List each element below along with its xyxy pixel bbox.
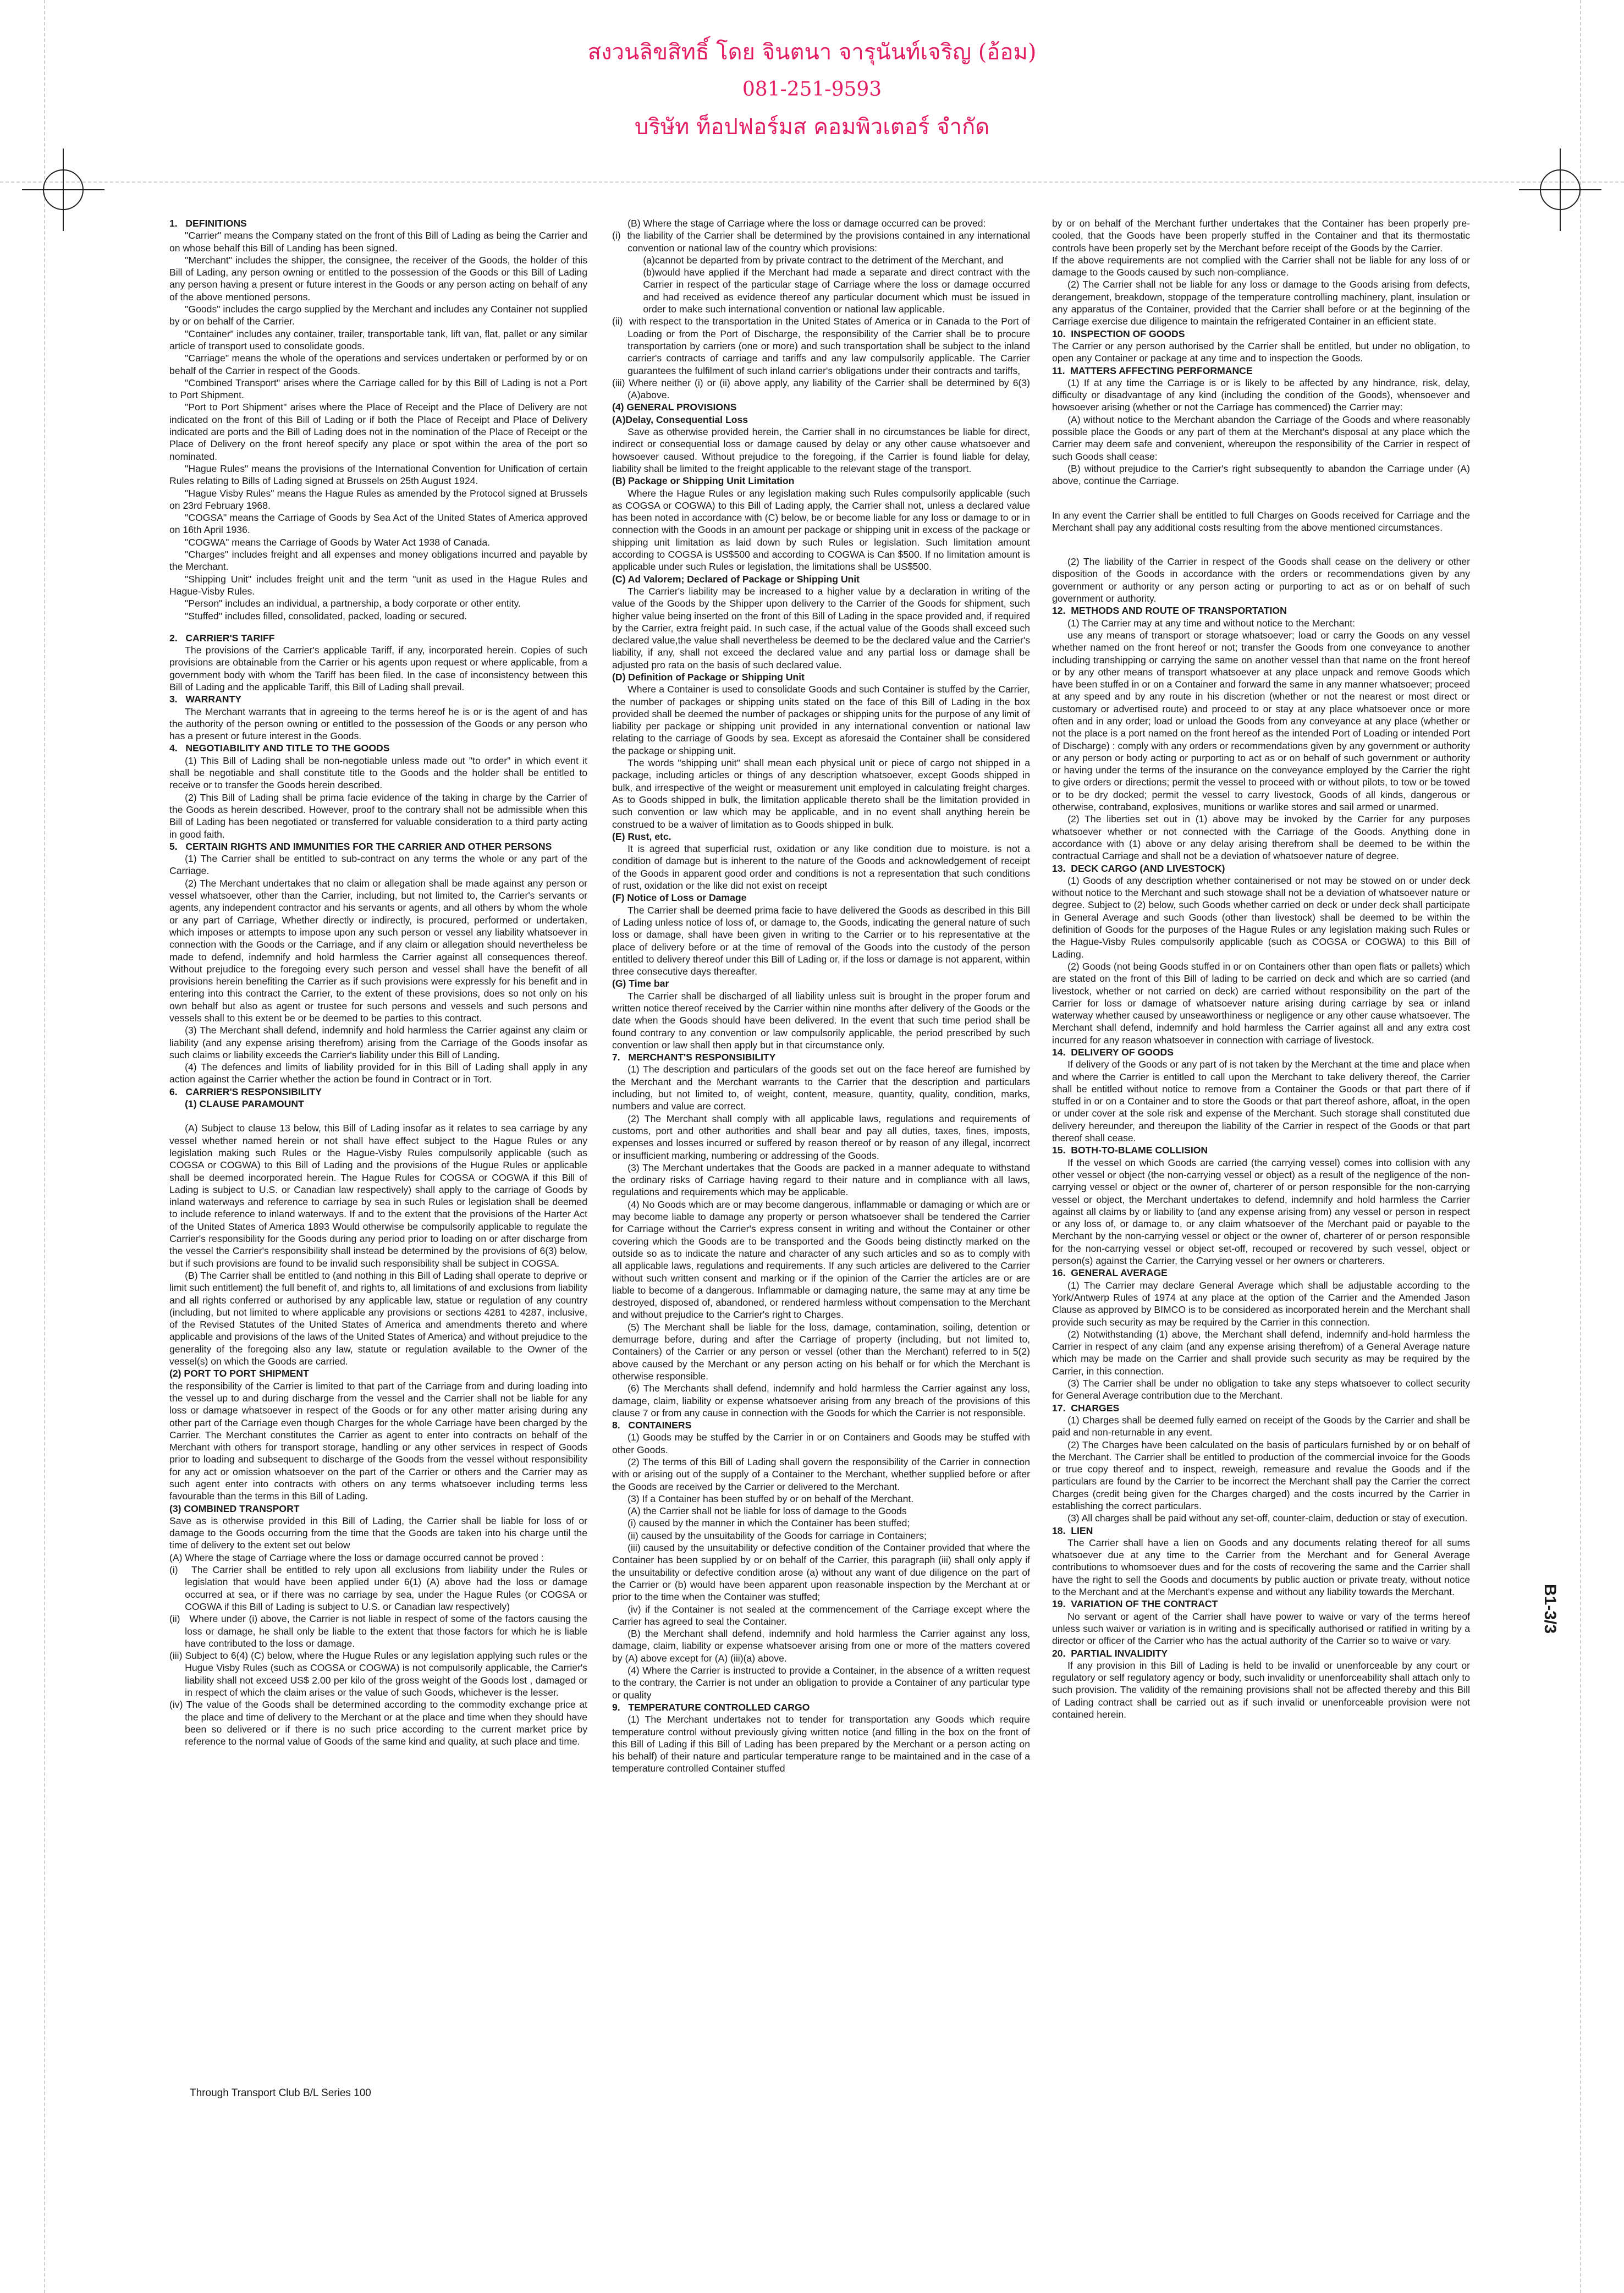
section-heading: 13. DECK CARGO (AND LIVESTOCK) xyxy=(1052,862,1225,874)
paragraph: (ii) with respect to the transportation in the United States of America or in Canada to the Port of Loading or from the Port of Discharge, the responsibility of the Carrier shall be to procure transportation by carriers (one or more) and such transportation shall be subject to the inland carrier's contracts of carriage and tariffs and any law compulsorily applicable. The Carrier guarantees the fulfilment of such inland carrier's obligations under their contracts and tariffs, xyxy=(612,316,1030,376)
paragraph: (2) The liability of the Carrier in respect of the Goods shall cease on the delivery or other disposition of the Goods in accordance with the orders or recommendations given by any government or authority or any person acting or purporting to act as or on behalf of such government or authority. xyxy=(1052,556,1470,604)
paragraph: (A) Subject to clause 13 below, this Bill of Lading insofar as it relates to sea carriage by any vessel whether named herein or not shall have effect subject to the Hague Rules or any legislation making such Rules or the Hague-Visby Rules compulsorily applicable (such as COGSA or COGWA) to this Bill of Lading and the provisions of the Hugue Rules or applicable shall be deemed incorporated herein. The Hague Rules for COGSA or COGWA if this Bill of Lading is subject to U.S. or Canadian law respectively) shall apply to the carriage of Goods by inland waterways and reference to carriage by sea in such Rules or legislation shall be deemed to include reference to inland waterways. If and to the extent that the provisions of the Harter Act of the United States of America 1893 Would otherwise be compulsorily applicable to regulate the Carrier's responsibility for the Goods during any period prior to loading on or after discharge from the vessel the Carrier's responsibility shall instead be determined by the provisions of 6(3) below, but if such provisions are found to be invalid such responsibility shall be subject in COGSA. xyxy=(169,1123,587,1269)
paragraph: (ii) caused by the unsuitability of the Goods for carriage in Containers; xyxy=(627,1530,927,1541)
paragraph: "Goods" includes the cargo supplied by the Merchant and includes any Container not supplied by or on behalf of the Carrier. xyxy=(169,304,587,327)
paragraph: (2) Goods (not being Goods stuffed in or on Containers other than open flats or pallets) which are stated on the front of this Bill of lading to be carried on deck and which are so carried (and livestock, whether or not carried on deck) are carried without responsibility on the part of the Carrier for loss or damage of whatsoever nature arising during carriage by sea or inland waterway whether caused by unseaworthiness or negligence or any other cause whatsoever. The Merchant shall defend, indemnify and hold harmless the Carrier against all and any extra cost incurred for any reason whatsoever in connection with carriage of livestock. xyxy=(1052,960,1470,1046)
paragraph: (A) the Carrier shall not be liable for loss of damage to the Goods xyxy=(627,1505,907,1517)
paragraph: "COGSA" means the Carriage of Goods by Sea Act of the United States of America approved on 16th April 1936. xyxy=(169,512,587,536)
section-heading: 9. TEMPERATURE CONTROLLED CARGO xyxy=(612,1701,810,1713)
paragraph: If any provision in this Bill of Lading is held to be invalid or unenforceable by any court or regulatory or self regulatory agency or body, such invalidity or unenforceability shall attach only to such provision. The validity of the remaining provisions shall not be affected thereby and this Bill of Lading contract shall be carried out as if such invalid or unenforceable provision were not contained herein. xyxy=(1052,1659,1470,1720)
paragraph: "Shipping Unit" includes freight unit and the term "unit as used in the Hague Rules and Hague-Visby Rules. xyxy=(169,573,587,597)
section-heading: 12. METHODS AND ROUTE OF TRANSPORTATION xyxy=(1052,605,1287,617)
sub-heading: (B) Package or Shipping Unit Limitation xyxy=(612,475,795,487)
paragraph: "Stuffed" includes filled, consolidated, packed, loading or secured. xyxy=(185,610,467,622)
sub-heading: (E) Rust, etc. xyxy=(612,831,671,842)
paragraph: The Carrier or any person authorised by the Carrier shall be entitled, but under no obligation, to open any Container or package at any time and to inspection the Goods. xyxy=(1052,340,1470,364)
paragraph: "Carrier" means the Company stated on the front of this Bill of Lading as being the Carrier and on whose behalf this Bill of Landing has been signed. xyxy=(169,230,587,254)
paragraph: (1) The Carrier shall be entitled to sub-contract on any terms the whole or any part of the Carriage. xyxy=(169,853,587,877)
paragraph: The Carrier's liability may be increased to a higher value by a declaration in writing of the value of the Goods by the Shipper upon delivery to the Carrier of the Goods for shipment, such higher value being inserted on the front of this Bill of Lading in the space provided and, if required by the Carrier, extra freight paid. In such case, if the actual value of the Goods shall exceed such declared value,the value shall nevertheless be deemed to be the declared value and the Carrier's liability, if any, shall not exceed the declared value and any partial loss or damage shall be adjusted pro rata on the basis of such declared value. xyxy=(612,585,1030,670)
section-heading: 5. CERTAIN RIGHTS AND IMMUNITIES FOR THE CARRIER AND OTHER PERSONS xyxy=(169,840,552,852)
spacer xyxy=(1052,487,1470,509)
paragraph: (b)would have applied if the Merchant had made a separate and direct contract with the Carrier in respect of the particular stage of Carriage where the loss or damage occurred and had received as evidence thereof any particular document which must be issued in order to make such international convention or national law applicable. xyxy=(643,267,1030,315)
section-heading: 3. WARRANTY xyxy=(169,694,241,705)
paragraph: "Charges" includes freight and all expenses and money obligations incurred and payable by the Merchant. xyxy=(169,549,587,573)
paragraph: (2) The terms of this Bill of Lading shall govern the responsibility of the Carrier in connection with or arising out of the supply of a Container to the Merchant, whether supplied before or after the Goods are received by the Carrier or delivered to the Merchant. xyxy=(612,1456,1030,1492)
paragraph: (4) The defences and limits of liability provided for in this Bill of Lading shall apply in any action against the Carrier whether the action be found in Contract or in Tort. xyxy=(169,1062,587,1085)
paragraph: (1) The Carrier may at any time and without notice to the Merchant: xyxy=(1067,617,1355,629)
paragraph: (iv) if the Container is not sealed at the commencement of the Carriage except where the Carrier has agreed to seal the Container. xyxy=(612,1603,1030,1627)
bill-of-lading-terms xyxy=(169,217,1470,2082)
company-name: บริษัท ท็อปฟอร์มส คอมพิวเตอร์ จำกัด xyxy=(634,114,990,140)
sub-heading: (2) PORT TO PORT SHIPMENT xyxy=(169,1368,309,1379)
paragraph: "Carriage" means the whole of the operations and services undertaken or performed by or on behalf of the Carrier in respect of the Goods. xyxy=(169,353,587,376)
paragraph: (3) The Merchant shall defend, indemnify and hold harmless the Carrier against any claim or liability (and any expense arising therefrom) arising from the Carriage of the Goods insofar as such claims or liability exceeds the Carrier's liability under this Bill of Landing. xyxy=(169,1025,587,1060)
sub-heading: (3) COMBINED TRANSPORT xyxy=(169,1503,300,1514)
paragraph: "Port to Port Shipment" arises where the Place of Receipt and the Place of Delivery are not indicated on the front of this Bill of Lading or if both the Place of Receipt and Place of Delivery indicated are ports and the Bill of Lading does not in the nomination of the Place of Receipt or the Place of Delivery on the front hereof specify any place or spot within the area of the port so nominated. xyxy=(169,402,587,462)
section-heading: 15. BOTH-TO-BLAME COLLISION xyxy=(1052,1145,1208,1156)
paragraph: (2) The liberties set out in (1) above may be invoked by the Carrier for any purposes whatsoever whether or not connected with the Carriage of the Goods. Anything done in accordance with (1) above or any delay arising therefrom shall be deemed to be within the contractual Carriage and shall not be a deviation of whatsoever nature of degree. xyxy=(1052,813,1470,862)
paragraph: (iii) Where neither (i) or (ii) above apply, any liability of the Carrier shall be determined by 6(3)(A)above. xyxy=(612,377,1030,401)
paragraph: The Carrier shall have a lien on Goods and any documents relating thereof for all sums whatsoever due at any time to the Carrier from the Merchant and for General Average contributions to whomsoever dues and for the costs of recovering the same and the Carrier shall have the right to sell the Goods and documents by public auction or private treaty, without notice to the Merchant and at the Merchant's expense and without any liability towards the Merchant. xyxy=(1052,1537,1470,1598)
paragraph: (3) The Merchant undertakes that the Goods are packed in a manner adequate to withstand the ordinary risks of Carriage having regard to their nature and in compliance with all laws, regulations and requirements which may be applicable. xyxy=(612,1162,1030,1198)
paragraph: The provisions of the Carrier's applicable Tariff, if any, incorporated herein. Copies of such provisions are obtainable from the Carrier or his agents upon request or where applicable, from a government body with whom the Tariff has been filed. In the case of inconsistency between this Bill of Lading and the applicable Tariff, this Bill of Lading shall prevail. xyxy=(169,645,587,692)
paragraph: It is agreed that superficial rust, oxidation or any like condition due to moisture. is not a condition of damage but is inherent to the nature of the Goods and acknowledgement of receipt of the Goods in apparent good order and conditions is not a representation that such conditions of rust, oxidation or the like did not exist on receipt xyxy=(612,843,1030,892)
section-heading: 16. GENERAL AVERAGE xyxy=(1052,1267,1168,1279)
paragraph: "Hague Visby Rules" means the Hague Rules as amended by the Protocol signed at Brussels on 23rd February 1968. xyxy=(169,487,587,511)
terms-column-2 xyxy=(612,217,1030,2082)
paragraph: "Hague Rules" means the provisions of the International Convention for Unification of certain Rules relating to Bills of Lading signed at Brussels on 25th August 1924. xyxy=(169,463,587,487)
paragraph: (1) The description and particulars of the goods set out on the face hereof are furnished by the Merchant and the Merchant warrants to the Carrier that the description and particulars including, but not limited to, of weight, content, measure, quantity, quality, condition, marks, numbers and value are correct. xyxy=(612,1064,1030,1112)
paragraph: (2) Notwithstanding (1) above, the Merchant shall defend, indemnify and-hold harmless the Carrier in respect of any claim (and any expense arising therefrom) of a General Average nature which may be made on the Carrier and shall provide such security as may be required by the Carrier, in this connection. xyxy=(1052,1328,1470,1377)
paragraph: (2) The Merchant shall comply with all applicable laws, regulations and requirements of customs, port and other authorities and shall bear and pay all duties, taxes, fines, imposts, expenses and losses incurred or suffered by reason thereof or by reason of any illegal, incorrect or insufficient marking, numbering or addressing of the Goods. xyxy=(612,1113,1030,1161)
sub-heading: (1) CLAUSE PARAMOUNT xyxy=(185,1098,304,1110)
paragraph: Save as otherwise provided herein, the Carrier shall in no circumstances be liable for direct, indirect or consequential loss or damage caused by delay or any other cause whatsoever and howsoever caused. Without prejudice to the foregoing, if the Carrier is found liable for delay, liability shall be limited to the freight applicable to the relevant stage of the transport. xyxy=(612,426,1030,474)
crop-mark-icon xyxy=(22,149,104,231)
paragraph: If delivery of the Goods or any part of is not taken by the Merchant at the time and place when and where the Carrier is entitled to call upon the Merchant to take delivery thereof, the Carrier shall be entitled without notice to remove from a Container the Goods or that part there of if stuffed in or on a Container and to store the Goods or that part thereof ashore, afloat, in the open or under cover at the sole risk and expense of the Merchant. Such storage shall constituted due delivery hereunder, and thereupon the liability of the Carrier in respect of the Goods or that part thereof shall cease. xyxy=(1052,1059,1470,1144)
crop-mark-icon xyxy=(1519,149,1601,231)
paragraph: The words "shipping unit" shall mean each physical unit or piece of cargo not shipped in a package, including articles or things of any description whatsoever, except Goods shipped in bulk, and irrespective of the weight or measurement unit employed in calculating freight charges. As to Goods shipped in bulk, the limitation applicable thereto shall be the limitation provided in such convention or law which may be applicable, and in no event shall anything herein be construed to be a waiver of limitation as to Goods shipped in bulk. xyxy=(612,757,1030,830)
paragraph: (3) The Carrier shall be under no obligation to take any steps whatsoever to collect security for General Average contribution due to the Merchant. xyxy=(1052,1378,1470,1401)
paragraph: (1) Goods of any description whether containerised or not may be stowed on or under deck without notice to the Merchant and such stowage shall not be a deviation of whatsoever nature or degree. Subject to (2) below, such Goods whether carried on deck or under deck shall participate in General Average and such Goods (other than livestock) shall be deemed to be within the definition of Goods for the purposes of the Hague Rules or any legislation making such Rules or the Hague-Visby Rules compulsorily applicable (such as COGSA or COGWA) to this Bill of Lading. xyxy=(1052,875,1470,960)
paragraph: use any means of transport or storage whatsoever; load or carry the Goods on any vessel whether named on the front hereof or not; transfer the Goods from one conveyance to another including transhipping or carrying the same on another vessel than that name on the front hereof or by any other means of transport whatsoever at any place unpack and remove Goods which have been stuffed in or on a Container and forward the same in any manner whatsoever; proceed at any speed and by any route in his discretion (whether or not the nearest or most direct or customary or advertised route) and proceed to or stay at any place whatsoever once or more often and in any order; load or unload the Goods from any conveyance at any place (whether or not the place is a port named on the front hereof as the intended Port of Loading or intended Port of Discharge) : comply with any orders or recommendations given by any government or authority or any person or body acting or purporting to act as or on behalf of such government or authority or having under the terms of the insurance on the conveyance employed by the Carrier the right to give orders or directions; permit the vessel to proceed with or without pilots, to tow or be towed or to be dry docked; permit the vessel to carry livestock, Goods of all kinds, dangerous or otherwise, contraband, explosives, munitions or warlike stores and sail armed or unarmed. xyxy=(1052,629,1470,813)
page-code: B1-3/3 xyxy=(1541,1584,1559,1634)
section-heading: 10. INSPECTION OF GOODS xyxy=(1052,328,1185,339)
section-heading: 19. VARIATION OF THE CONTRACT xyxy=(1052,1598,1218,1610)
paragraph: (ii) Where under (i) above, the Carrier is not liable in respect of some of the factors causing the loss or damage, he shall only be liable to the extent that those factors for which he is liable have contributed to the loss or damage. xyxy=(169,1613,587,1649)
paragraph: If the above requirements are not complied with the Carrier shall not be liable for any loss of or damage to the Goods caused by such non-compliance. xyxy=(1052,254,1470,278)
paragraph: The Merchant warrants that in agreeing to the terms hereof he is or is the agent of and has the authority of the person owning or entitled to the possession of the Goods or any person who has a present or future interest in the Goods. xyxy=(169,706,587,742)
paragraph: "Person" includes an individual, a partnership, a body corporate or other entity. xyxy=(185,598,521,609)
paragraph: The Carrier shall be deemed prima facie to have delivered the Goods as described in this Bill of Lading unless notice of loss of, or damage to, the Goods, indicating the general nature of such loss or damage, shall have been given in writing to the Carrier or to his representative at the place of delivery before or at the time of removal of the Goods into the custody of the person entitled to delivery thereof under this Bill of Lading or, if the loss or damage is not apparent, within three consecutive days thereafter. xyxy=(612,904,1030,977)
guide-line xyxy=(0,182,1624,183)
paragraph: (1) The Carrier may declare General Average which shall be adjustable according to the York/Antwerp Rules of 1974 at any place at the option of the Carrier and the Amended Jason Clause as approved by BIMCO is to be considered as incorporated herein and the Merchant shall provide such security as may be required by the Carrier in this connection. xyxy=(1052,1279,1470,1328)
contact-phone: 081-251-9593 xyxy=(742,78,882,101)
series-footer: Through Transport Club B/L Series 100 xyxy=(190,2087,371,2099)
paragraph: Where the Hague Rules or any legislation making such Rules compulsorily applicable (such as COGSA or COGWA) to this Bill of Lading apply, the Carrier shall not, unless a declared value has been noted in accordance with (C) below, be or become liable for any loss or damage to or in connection with the Goods in an amount per package or shipping unit in excess of the package or shipping unit limitation as laid down by such Rules or legislation. Such limitation amount according to COGSA is US$500 and according to COGWA is Can $500. If no limitation amount is applicable under such Rules or legislation, the limitations shall be US$500. xyxy=(612,487,1030,573)
paragraph: (1) This Bill of Lading shall be non-negotiable unless made out "to order" in which event it shall be negotiable and shall constitute title to the Goods and the holder shall be entitled to receive or to transfer the Goods herein described. xyxy=(169,755,587,791)
section-heading: 14. DELIVERY OF GOODS xyxy=(1052,1047,1174,1058)
sub-heading: (F) Notice of Loss or Damage xyxy=(612,892,747,904)
paragraph: the responsibility of the Carrier is limited to that part of the Carriage from and during loading into the vessel up to and during discharge from the vessel and the Carrier shall not be liable for any loss or damage whatsoever in respect of the Goods or for any other matter arising during any other part of the Carriage even though Charges for the whole Carriage have been charged by the Carrier. The Merchant constitutes the Carrier as agent to enter into contracts on behalf of the Merchant with others for transport storage, handling or any other services in respect of Goods prior to loading and subsequent to discharge of the Goods from the vessel without responsibility for any act or omission whatsoever on the part of the Carrier or others and the Carrier may as such agent enter into contracts with others on any terms whatsoever including terms less favourable than the terms in this Bill of Lading. xyxy=(169,1380,587,1502)
sub-heading: (A)Delay, Consequential Loss xyxy=(612,414,748,425)
paragraph: (i) the liability of the Carrier shall be determined by the provisions contained in any international convention or national law of the country which provisions: xyxy=(612,230,1030,254)
paragraph: (i) The Carrier shall be entitled to rely upon all exclusions from liability under the Rules or legislation that would have been applied under 6(1) (A) above had the loss or damage occurred at sea, or if there was no carriage by sea, under the Hague Rules (or COGSA or COGWA if this Bill of Lading is subject to U.S. or Canadian law respectively) xyxy=(169,1564,587,1612)
section-heading: 4. NEGOTIABILITY AND TITLE TO THE GOODS xyxy=(169,743,390,754)
sub-heading: (D) Definition of Package or Shipping Unit xyxy=(612,671,805,683)
paragraph: (2) This Bill of Lading shall be prima facie evidence of the taking in charge by the Carrier of the Goods as herein described. However, proof to the contrary shall not be admissible when this Bill of Lading has been negotiated or transferred for valuable consideration to a third party acting in good faith. xyxy=(169,791,587,840)
paragraph: (4) Where the Carrier is instructed to provide a Container, in the absence of a written request to the contrary, the Carrier is not under an obligation to provide a Container of any particular type or quality xyxy=(612,1665,1030,1701)
paragraph: "COGWA" means the Carriage of Goods by Water Act 1938 of Canada. xyxy=(185,536,491,548)
paragraph: (3) If a Container has been stuffed by or on behalf of the Merchant. xyxy=(627,1493,914,1504)
paragraph: (i) caused by the manner in which the Container has been stuffed; xyxy=(627,1517,910,1529)
paragraph: In any event the Carrier shall be entitled to full Charges on Goods received for Carriage and the Merchant shall pay any additional costs resulting from the above mentioned circumstances. xyxy=(1052,509,1470,533)
guide-line xyxy=(44,0,45,2293)
paragraph: (iii) caused by the unsuitability or defective condition of the Container provided that where the Container has been supplied by or on behalf of the Carrier, this paragraph (iii) shall only apply if the unsuitability or defective condition arose (a) without any want of due diligence on the part of the Carrier or (b) would have been apparent upon reasonable inspection by the Merchant at or prior to the time when the Container was stuffed; xyxy=(612,1542,1030,1603)
section-heading: 20. PARTIAL INVALIDITY xyxy=(1052,1647,1168,1659)
paragraph: (4) No Goods which are or may become dangerous, inflammable or damaging or which are or may become liable to damage any property or person whatsoever shall be tendered the Carrier for Carriage without the Carrier's express consent in writing and without the Container or other covering which the Goods are to be transported and the Goods being distinctly marked on the outside so as to indicate the nature and character of any such articles and so as to comply with all applicable laws, regulations and requirements. If any such articles are delivered to the Carrier without such written consent and marking or if the opinion of the Carrier the articles are or are liable to become of a dangerous. Inflammable or damaging nature, the same may at any time be destroyed, disposed of, abandoned, or rendered harmless without compensation to the Merchant and without prejudice to the Carrier's right to Charges. xyxy=(612,1198,1030,1321)
paragraph: (1) The Merchant undertakes not to tender for transportation any Goods which require temperature control without previously giving written notice (and filling in the box on the front of this Bill of Lading if this Bill of Lading has been prepared by the Merchant or a person acting on his behalf) of their nature and particular temperature range to be maintained and in the case of a temperature controlled Container stuffed xyxy=(612,1714,1030,1774)
paragraph: (5) The Merchant shall be liable for the loss, damage, contamination, soiling, detention or demurrage before, during and after the Carriage of property (including, but not limited to, Containers) of the Carrier or any person or vessel (other than the Merchant) referred to in 5(2) above caused by the Merchant or any person acting on his behalf or for which the Merchant is otherwise responsible. xyxy=(612,1321,1030,1382)
section-heading: 6. CARRIER'S RESPONSIBILITY xyxy=(169,1086,322,1097)
paragraph: (2) The Carrier shall not be liable for any loss or damage to the Goods arising from defects, derangement, breakdown, stoppage of the temperature controlling machinery, plant, insulation or any apparatus of the Container, provided that the Carrier shall before or at the beginning of the Carriage exercise due diligence to maintain the refrigerated Container in an efficient state. xyxy=(1052,279,1470,327)
paragraph: (1) Goods may be stuffed by the Carrier in or on Containers and Goods may be stuffed with other Goods. xyxy=(612,1432,1030,1455)
section-heading: 11. MATTERS AFFECTING PERFORMANCE xyxy=(1052,365,1253,376)
paragraph: No servant or agent of the Carrier shall have power to waive or vary of the terms hereof unless such waiver or variation is in writing and is specifically authorised or ratified in writing by a director or officer of the Carrier who has the actual authority of the Carrier so to waive or vary. xyxy=(1052,1610,1470,1647)
copyright-owner: สงวนลิขสิทธิ์ โดย จินตนา จารุนันท์เจริญ (อ้อม) xyxy=(587,40,1037,65)
paragraph: (1) Charges shall be deemed fully earned on receipt of the Goods by the Carrier and shall be paid and non-returnable in any event. xyxy=(1052,1414,1470,1438)
paragraph: Where a Container is used to consolidate Goods and such Container is stuffed by the Carrier, the number of packages or shipping units stated on the face of this Bill of Lading in the box provided shall be deemed the number of packages or shipping units for the purpose of any limit of liability per package or shipping unit provided in any international convention or national law relating to the carriage of Goods by sea. Except as aforesaid the Container shall be considered the package or shipping unit. xyxy=(612,684,1030,756)
spacer xyxy=(1052,534,1470,556)
paragraph: (6) The Merchants shall defend, indemnify and hold harmless the Carrier against any loss, damage, claim, liability or expense whatsoever arising from any breach of the provisions of this clause 7 or from any cause in connection with the Goods for which the Carrier is not responsible. xyxy=(612,1383,1030,1418)
sub-heading: (G) Time bar xyxy=(612,978,669,989)
copyright-header xyxy=(0,33,1624,146)
paragraph: (2) The Charges have been calculated on the basis of particulars furnished by or on behalf of the Merchant. The Carrier shall be entitled to production of the commercial invoice for the Goods or true copy thereof and to inspect, reweigh, remeasure and revalue the Goods and if the particulars are found by the Carrier to be incorrect the Merchant shall pay the Carrier the correct Charges (credit being given for the Charges charged) and the costs incurred by the Carrier in establishing the correct particulars. xyxy=(1052,1439,1470,1511)
paragraph: "Container" includes any container, trailer, transportable tank, lift van, flat, pallet or any similar article of transport used to consolidate goods. xyxy=(169,328,587,351)
section-heading: 18. LIEN xyxy=(1052,1525,1093,1536)
sub-heading: (C) Ad Valorem; Declared of Package or Shipping Unit xyxy=(612,573,860,585)
paragraph: (2) The Merchant undertakes that no claim or allegation shall be made against any person or vessel whatsoever, other than the Carrier, including, but not limited to, the Carrier's servants or agents, any independent contractor and his servants or agents, and all others by whom the whole or any part of Carriage, Whether directly or indirectly, is procured, performed or undertaken, which imposes or attempts to impose upon any such person or vessel any liability whatsoever in connection with the Goods or the Carriage, and if any claim or allegation should nevertheless be made to defend, indemnify and hold harmless the Carrier against all consequences thereof. Without prejudice to the foregoing every such person and vessel shall have the benefit of all provisions herein benefiting the Carrier as if such provisions were expressly for his benefit and in entering into this contract the Carrier, to the extent of these provisions, does so not only on his own behalf but also as agent or trustee for such persons and vessels and such persons and vessels shall to this extent be or be deemed to be parties to this contract. xyxy=(169,877,587,1024)
paragraph: The Carrier shall be discharged of all liability unless suit is brought in the proper forum and written notice thereof received by the Carrier within nine months after delivery of the Goods or the date when the Goods should have been delivered. In the event that such time period shall be found contrary to any convention or law compulsorily applicable, the period prescribed by such convention or law shall then apply but in that circumstance only. xyxy=(612,990,1030,1051)
paragraph: by or on behalf of the Merchant further undertakes that the Container has been properly pre-cooled, that the Goods have been properly stuffed in the Container and that its thermostatic controls have been properly set by the Merchant before receipt of the Goods by the Carrier. xyxy=(1052,218,1470,254)
terms-column-1 xyxy=(169,217,587,2082)
sub-heading: (4) GENERAL PROVISIONS xyxy=(612,402,737,413)
paragraph: "Merchant" includes the shipper, the consignee, the receiver of the Goods, the holder of this Bill of Lading, any person owning or entitled to the possession of the Goods or this Bill of Lading any person having a present or future interest in the Goods or any person acting on behalf of any of the above mentioned persons. xyxy=(169,254,587,303)
paragraph: "Combined Transport" arises where the Carriage called for by this Bill of Lading is not a Port to Port Shipment. xyxy=(169,377,587,401)
guide-line xyxy=(1580,0,1581,2293)
spacer xyxy=(169,1110,587,1122)
paragraph: (1) If at any time the Carriage is or is likely to be affected by any hindrance, risk, delay, difficulty or disadvantage of any kind (including the condition of the Goods), whensoever and howsoever arising (whether or not the Carriage has commenced) the Carrier may: xyxy=(1052,377,1470,413)
paragraph: (a)cannot be departed from by private contract to the detriment of the Merchant, and xyxy=(643,254,1004,266)
section-heading: 17. CHARGES xyxy=(1052,1402,1120,1414)
terms-column-3 xyxy=(1052,217,1470,2082)
paragraph: If the vessel on which Goods are carried (the carrying vessel) comes into collision with any other vessel or object (the non-carrying vessel or object) as a result of the negligence of the non-carrying vessel or object or the owner of, charterer of or person responsible for the non-carrying vessel or object, the Merchant undertakes to defend, indemnify and hold harmless the Carrier against all claims by or liability to (and any expense arising from) any vessel or person in respect or any loss of, or damage to, or any claim whatsoever of the Merchant paid or payable to the Merchant by the non-carrying vessel or object or the owner of, charterer of or person responsible for the non-carrying vessel or object set-off, recouped or recovered by such vessel, object or person(s) against the Carrier, the Carrying vessel or her owners or charterers. xyxy=(1052,1157,1470,1267)
paragraph: (B) The Carrier shall be entitled to (and nothing in this Bill of Lading shall operate to deprive or limit such entitlement) the full benefit of, and rights to, all limitations of and exclusions from liability and all rights conferred or authorised by any applicable law, statue or regulation of any country (including, but not limited to where applicable any provisions or sections 4281 to 4287, inclusive, of the Revised Statutes of the United States of America and amendments thereto and where applicable and provisions of the laws of the United States of America) and without prejudice to the generality of the foregoing also any law, statute or regulation available to the Owner of the vessel(s) on which the Goods are carried. xyxy=(169,1269,587,1367)
section-heading: 1. DEFINITIONS xyxy=(169,218,247,229)
paragraph: (iv) The value of the Goods shall be determined according to the commodity exchange price at the place and time of delivery to the Merchant or at the place and time when they should have been so delivered or if there is no such price according to the current market price by reference to the normal value of Goods of the same kind and quality, at such place and time. xyxy=(169,1699,587,1747)
paragraph: (A) without notice to the Merchant abandon the Carriage of the Goods and where reasonably possible place the Goods or any part of them at the Merchant's disposal at any place which the Carrier may deem safe and convenient, whereupon the responsibility of the Carrier in respect of such Goods shall cease: xyxy=(1052,414,1470,462)
section-heading: 7. MERCHANT'S RESPONSIBILITY xyxy=(612,1052,776,1063)
paragraph: (B) without prejudice to the Carrier's right subsequently to abandon the Carriage under (A) above, continue the Carriage. xyxy=(1052,463,1470,487)
paragraph: (iii) Subject to 6(4) (C) below, where the Hugue Rules or any legislation applying such rules or the Hugue Visby Rules (such as COGSA or COGWA) is not compulsorily applicable, the Carrier's liability shall not exceed US$ 2.00 per kilo of the gross weight of the Goods lost , damaged or in respect of which the claim arises or the value of such Goods, whichever is the lesser. xyxy=(169,1650,587,1698)
paragraph: (B) the Merchant shall defend, indemnify and hold harmless the Carrier against any loss, damage, claim, liability or expense whatsoever arising from one or more of the matters covered by (A) above except for (A) (iii)(a) above. xyxy=(612,1628,1030,1664)
paragraph: (B) Where the stage of Carriage where the loss or damage occurred can be proved: xyxy=(627,218,986,229)
section-heading: 8. CONTAINERS xyxy=(612,1420,692,1431)
paragraph: Save as is otherwise provided in this Bill of Lading, the Carrier shall be liable for loss of or damage to the Goods occurring from the time that the Goods are taken into his charge until the time of delivery to the extent set out below xyxy=(169,1515,587,1551)
paragraph: (3) All charges shall be paid without any set-off, counter-claim, deduction or stay of execution. xyxy=(1067,1513,1468,1524)
paragraph: (A) Where the stage of Carriage where the loss or damage occurred cannot be proved : xyxy=(169,1552,544,1563)
section-heading: 2. CARRIER'S TARIFF xyxy=(169,632,275,644)
